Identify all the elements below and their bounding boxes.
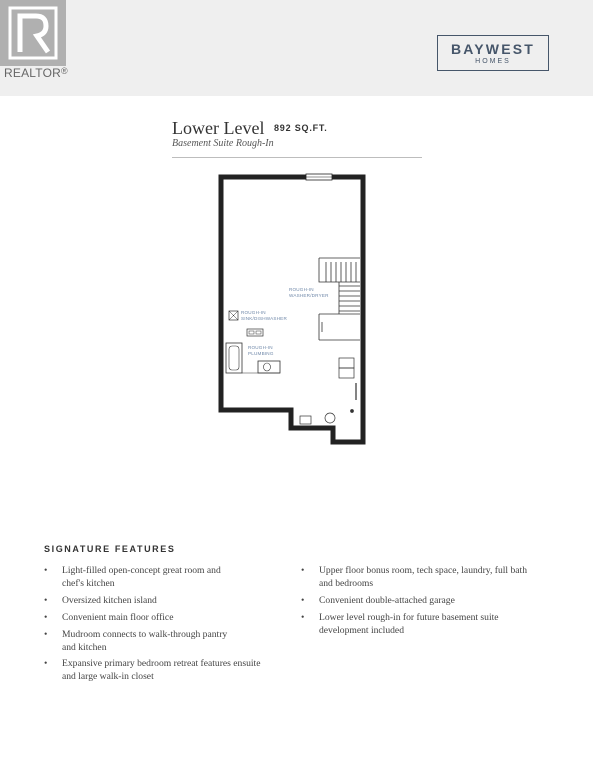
feature-line: and large walk-in closet: [62, 671, 154, 682]
feature-line: development included: [319, 625, 404, 636]
feature-line: and kitchen: [62, 642, 107, 653]
plan-area: 892 SQ.FT.: [274, 123, 328, 133]
feature-line: Lower level rough-in for future basement suite: [319, 612, 499, 623]
feature-line: Light-filled open-concept great room and: [62, 565, 221, 576]
bullet: •: [44, 565, 48, 576]
feature-item: [301, 611, 561, 637]
feature-item: [44, 657, 294, 683]
feature-line: chef's kitchen: [62, 578, 115, 589]
feature-line: Mudroom connects to walk-through pantry: [62, 629, 228, 640]
feature-line: Upper floor bonus room, tech space, laundry, full bath: [319, 565, 527, 576]
bullet: •: [44, 595, 48, 606]
feature-line: Convenient double-attached garage: [319, 595, 455, 606]
bullet: •: [44, 658, 48, 669]
registered-mark: ®: [60, 66, 68, 76]
washer-dryer-label: [289, 287, 329, 298]
realtor-label: REALTOR: [4, 66, 61, 80]
feature-item: [44, 611, 294, 624]
mechanical-room: [339, 358, 356, 400]
bullet: •: [44, 629, 48, 640]
feature-item: [301, 564, 561, 590]
bullet: •: [301, 595, 305, 606]
feature-line: Convenient main floor office: [62, 612, 174, 623]
feature-line: and bedrooms: [319, 578, 374, 589]
feature-item: [301, 594, 561, 607]
feature-line: Expansive primary bedroom retreat features ensuite: [62, 658, 261, 669]
bathroom-rough-in: [226, 343, 280, 373]
lower-nook-fixtures: [300, 410, 354, 425]
plan-title: Lower Level: [172, 118, 265, 138]
feature-item: [44, 628, 294, 654]
feature-item: [44, 564, 294, 590]
washer-label-line2: WASHER/DRYER: [289, 293, 329, 298]
plan-subtitle: Basement Suite Rough-In: [172, 138, 274, 149]
staircase: [319, 258, 360, 340]
plumbing-label-line1: ROUGH-IN: [248, 345, 273, 350]
brand-sub: HOMES: [475, 58, 511, 65]
plumbing-label-line2: PLUMBING: [248, 351, 274, 356]
features-heading: SIGNATURE FEATURES: [44, 544, 176, 554]
bullet: •: [301, 612, 305, 623]
sink-label-line2: SINK/DISHWASHER: [241, 316, 287, 321]
feature-item: [44, 594, 294, 607]
bullet: •: [44, 612, 48, 623]
washer-label-line1: ROUGH-IN: [289, 287, 314, 292]
brand-name: BAYWEST: [450, 41, 536, 57]
sink-rough-in: [229, 310, 287, 336]
sink-label-line1: ROUGH-IN: [241, 310, 266, 315]
feature-line: Oversized kitchen island: [62, 595, 157, 606]
bullet: •: [301, 565, 305, 576]
